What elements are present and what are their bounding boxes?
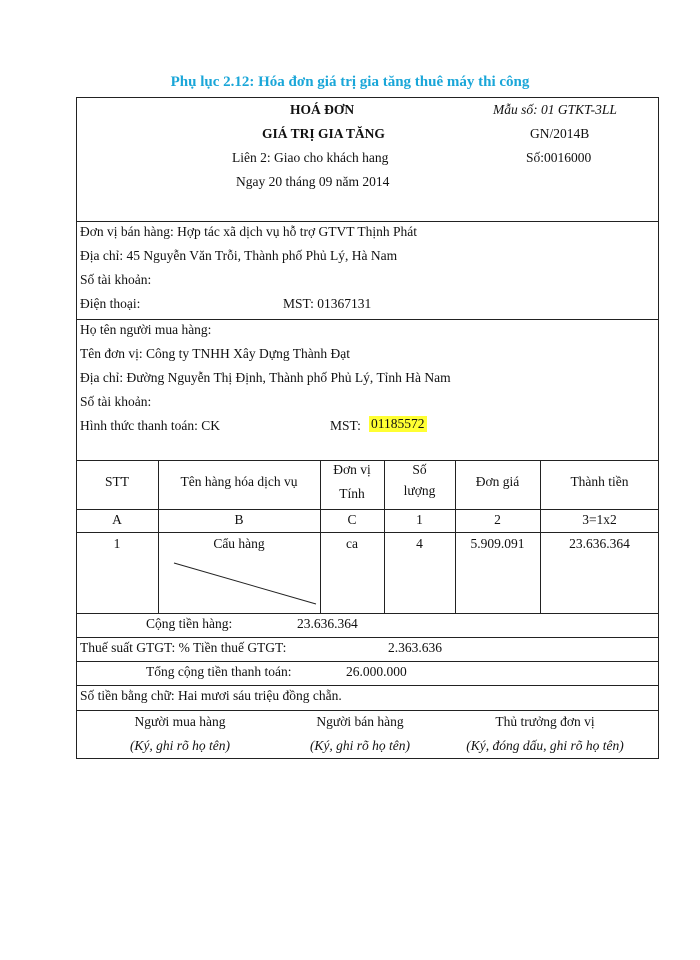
header-amount: Thành tiền xyxy=(570,474,629,489)
invoice-series: GN/2014B xyxy=(530,126,590,141)
table-code-bottom xyxy=(76,532,659,533)
header-stt: STT xyxy=(104,474,129,489)
header-qty-2: lượng xyxy=(403,483,436,498)
buyer-person: Họ tên người mua hàng: xyxy=(80,322,212,337)
sig-seller-note: (Ký, ghi rõ họ tên) xyxy=(309,738,411,753)
divider xyxy=(76,661,659,662)
total-label: Tổng cộng tiền thanh toán: xyxy=(146,664,292,679)
code-a: A xyxy=(112,512,122,527)
header-unit: Đơn vị xyxy=(333,462,371,477)
sig-director-note: (Ký, đóng dấu, ghi rõ họ tên) xyxy=(466,738,624,753)
table-header-bottom xyxy=(76,509,659,510)
amount-in-words: Số tiền bằng chữ: Hai mươi sáu triệu đồng chẵn. xyxy=(80,688,342,703)
vat-label: Thuế suất GTGT: % Tiền thuế GTGT: xyxy=(80,640,287,655)
header-name: Tên hàng hóa dịch vụ xyxy=(180,474,298,489)
row-unit: ca xyxy=(346,536,358,551)
seller-name: Đơn vị bán hàng: Hợp tác xã dịch vụ hỗ trợ GTVT Thịnh Phát xyxy=(80,224,417,239)
row-qty: 4 xyxy=(416,536,423,551)
code-3: 3=1x2 xyxy=(582,512,617,527)
buyer-unit: Tên đơn vị: Công ty TNHH Xây Dựng Thành Đạt xyxy=(80,346,351,361)
row-name: Cẩu hàng xyxy=(213,536,265,551)
subtotal-label: Cộng tiền hàng: xyxy=(146,616,233,631)
divider xyxy=(76,637,659,638)
code-b: B xyxy=(234,512,244,527)
row-amount: 23.636.364 xyxy=(569,536,630,551)
table-top xyxy=(76,460,659,461)
divider xyxy=(76,319,659,320)
invoice-date: Ngay 20 tháng 09 năm 2014 xyxy=(236,174,390,189)
invoice-number: Số:0016000 xyxy=(526,150,592,165)
caption: Phụ lục 2.12: Hóa đơn giá trị gia tăng thuê máy thi công xyxy=(170,74,530,90)
divider xyxy=(76,710,659,711)
seller-tax: MST: 01367131 xyxy=(283,296,372,311)
invoice-copy: Liên 2: Giao cho khách hang xyxy=(232,150,389,165)
row-stt: 1 xyxy=(113,536,121,551)
seller-account: Số tài khoản: xyxy=(80,272,152,287)
subtotal-value: 23.636.364 xyxy=(297,616,358,631)
header-price: Đơn giá xyxy=(475,474,520,489)
sig-buyer-note: (Ký, ghi rõ họ tên) xyxy=(129,738,231,753)
buyer-account: Số tài khoản: xyxy=(80,394,152,409)
total-value: 26.000.000 xyxy=(346,664,407,679)
code-1: 1 xyxy=(416,512,423,527)
sig-director-role: Thủ trưởng đơn vị xyxy=(495,714,595,729)
buyer-address: Địa chỉ: Đường Nguyễn Thị Định, Thành phố Phủ Lý, Tỉnh Hà Nam xyxy=(80,370,451,385)
strike-line xyxy=(172,560,320,608)
header-unit-2: Tính xyxy=(339,486,365,501)
payment-method: Hình thức thanh toán: CK xyxy=(80,418,221,433)
code-2: 2 xyxy=(494,512,501,527)
divider xyxy=(76,221,659,222)
seller-address: Địa chỉ: 45 Nguyễn Văn Trỗi, Thành phố Phủ Lý, Hà Nam xyxy=(80,248,398,263)
seller-phone: Điện thoại: xyxy=(80,296,141,311)
buyer-tax-label: MST: xyxy=(330,418,361,433)
vat-value: 2.363.636 xyxy=(388,640,442,655)
table-bottom xyxy=(76,613,659,614)
header-qty: Số xyxy=(412,462,427,477)
invoice-subtitle: GIÁ TRỊ GIA TĂNG xyxy=(262,126,385,141)
divider xyxy=(76,685,659,686)
invoice-title: HOÁ ĐƠN xyxy=(290,102,355,117)
buyer-tax-value: 01185572 xyxy=(371,416,425,431)
row-price: 5.909.091 xyxy=(470,536,525,551)
code-c: C xyxy=(347,512,357,527)
sig-seller-role: Người bán hàng xyxy=(316,714,404,729)
sig-buyer-role: Người mua hàng xyxy=(134,714,226,729)
form-number: Mẫu số: 01 GTKT-3LL xyxy=(493,102,617,117)
